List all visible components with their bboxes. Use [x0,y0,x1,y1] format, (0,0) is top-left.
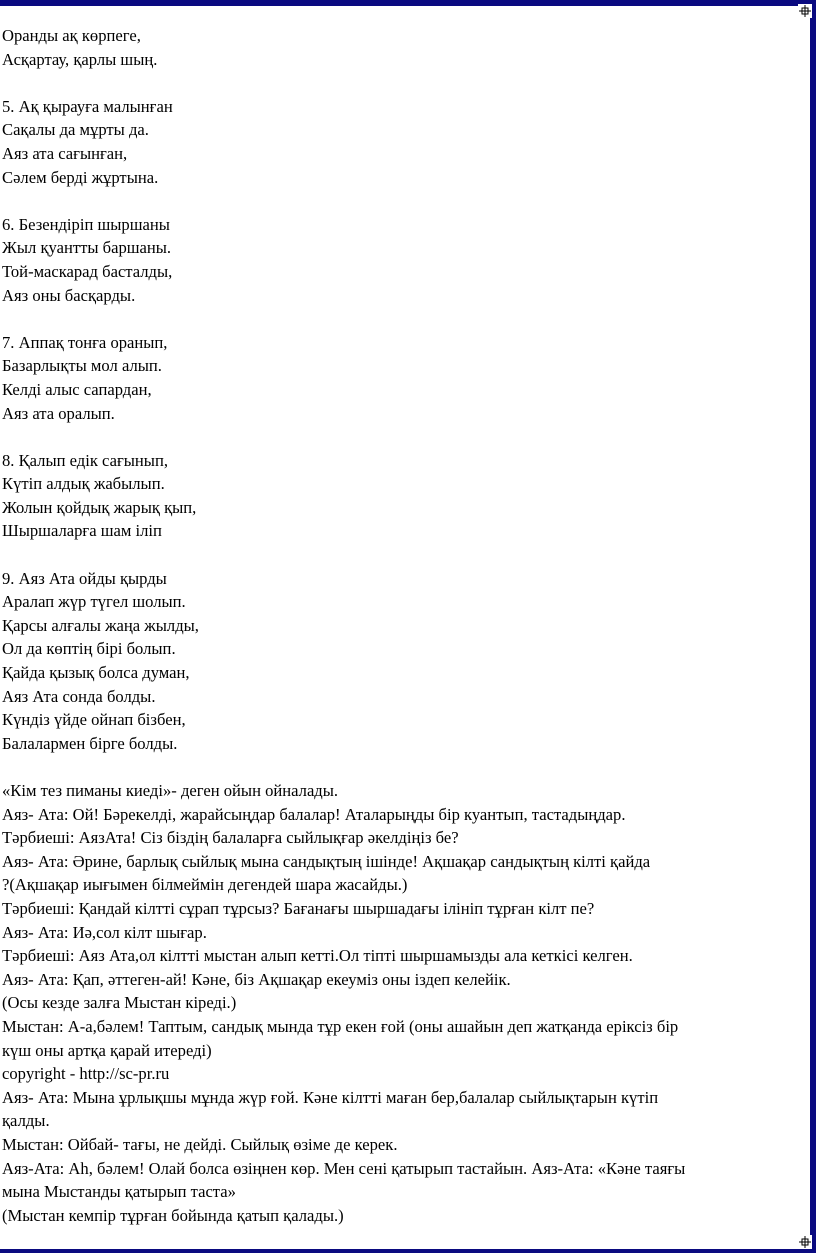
dialogue-line: күш оны артқа қарай итереді) [2,1040,212,1060]
dialogue-line: Тәрбиеші: АязАта! Сіз біздің балаларға сыйлықғар әкелдіңіз бе? [2,828,459,848]
dialogue-line: Аяз- Ата: Ой! Бәрекелді, жарайсыңдар балалар! Аталарыңды бір куантып, тастадыңдар. [2,804,626,824]
corner-crop-mark-icon [798,4,812,18]
poem-line: Аяз ата оралып. [2,403,115,423]
page-border-top [0,0,816,6]
dialogue-line: Аяз- Ата: Әрине, барлық сыйлық мына сандықтың ішінде! Ақшақар сандықтың кілті қайда [2,851,651,871]
poem-line: Асқартау, қарлы шың. [2,49,158,69]
dialogue-line: copyright - http://sc-pr.ru [2,1064,170,1084]
stanza-gap [2,189,802,213]
dialogue-line: Тәрбиеші: Қандай кілтті сұрап тұрсыз? Бағанағы шыршадағы ілініп тұрған кілт пе? [2,898,595,918]
poem-line: Күндіз үйде ойнап бізбен, [2,710,186,730]
poem-line: Қайда қызық болса думан, [2,663,190,683]
poem-line: Жолын қойдық жарық қып, [2,497,197,517]
poem-line: Оранды ақ көрпеге, [2,26,141,45]
page-border-right [810,0,816,1253]
corner-crop-mark-icon [798,1235,812,1249]
stanza-gap [2,425,802,449]
poem-line: 5. Ақ қырауға малынған [2,96,173,116]
poem-line: Аяз оны басқарды. [2,285,136,305]
dialogue-line: «Кім тез пиманы киеді»- деген ойын ойналады. [2,781,339,800]
poem-line: Аяз ата сағынған, [2,143,128,163]
dialogue-line: Аяз- Ата: Қап, әттеген-ай! Кәне, біз Ақшақар екеуміз оны іздеп келейік. [2,969,511,989]
poem-line: Қарсы алғалы жаңа жылды, [2,615,199,635]
poem-line: Ол да көптің бірі болып. [2,639,176,659]
dialogue-line: қалды. [2,1111,50,1131]
poem-line: Той-маскарад басталды, [2,261,173,281]
stanza-gap [2,71,802,95]
page-border-bottom [0,1249,816,1253]
section-gap [2,755,802,779]
poem-line: Сәлем берді жұртына. [2,167,159,187]
poem-line: Аяз Ата сонда болды. [2,686,156,706]
poem-line: 7. Аппақ тонға оранып, [2,332,168,352]
dialogue-line: (Осы кезде залға Мыстан кіреді.) [2,993,237,1013]
poem-line: Келді алыс сапардан, [2,379,152,399]
dialogue-line: ?(Ақшақар иығымен білмеймін дегендей шара жасайды.) [2,875,408,895]
dialogue-line: (Мыстан кемпір тұрған бойында қатып қалады.) [2,1205,344,1225]
stanza-gap [2,543,802,567]
poem-line: Балалармен бірге болды. [2,733,178,753]
poem-line: Шыршаларға шам іліп [2,521,162,541]
poem-line: Базарлықты мол алып. [2,356,162,376]
poem-line: 9. Аяз Ата ойды қырды [2,568,167,588]
dialogue-line: Аяз- Ата: Мына ұрлықшы мұнда жүр ғой. Кәне кілтті маған бер,балалар сыйлықтарын күтіп [2,1087,659,1107]
poem-line: 8. Қалып едік сағынып, [2,450,168,470]
poem-line: Күтіп алдық жабылып. [2,474,165,494]
dialogue-line: Аяз- Ата: Иә,сол кілт шығар. [2,922,207,942]
dialogue-line: Аяз-Ата: Аһ, бәлем! Олай болса өзіңнен көр. Мен сені қатырып тастайын. Аяз-Ата: «Кәне таяғы [2,1158,686,1178]
document-body [2,24,802,1227]
stanza-gap [2,307,802,331]
dialogue-line: Мыстан: А-а,бәлем! Таптым, сандық мында тұр екен ғой (оны ашайын деп жатқанда еріксіз бір [2,1016,679,1036]
dialogue-line: мына Мыстанды қатырып таста» [2,1182,236,1202]
dialogue-line: Мыстан: Ойбай- тағы, не дейді. Сыйлық өзіме де керек. [2,1134,398,1154]
poem-line: Сақалы да мұрты да. [2,120,149,140]
dialogue-line: Тәрбиеші: Аяз Ата,ол кілтті мыстан алып кетті.Ол тіпті шыршамызды ала кеткісі келген. [2,946,633,966]
poem-line: Аралап жүр түгел шолып. [2,592,186,612]
poem-line: 6. Безендіріп шыршаны [2,214,170,234]
poem-line: Жыл қуантты баршаны. [2,238,172,258]
